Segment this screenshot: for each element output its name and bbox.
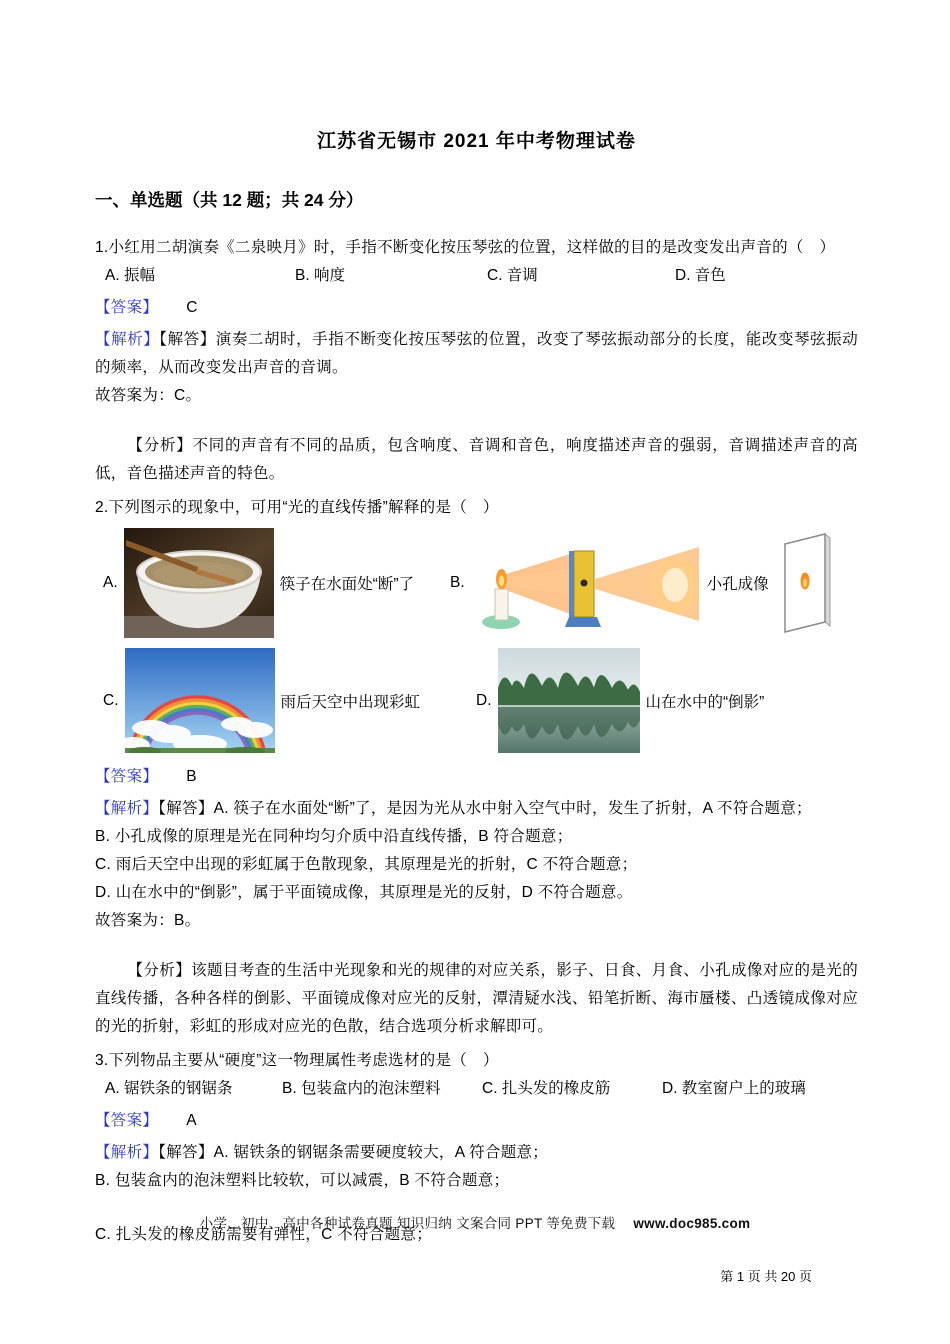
q2-figures-row-1 (95, 528, 858, 638)
section-header: 一、单选题（共 12 题；共 24 分） (95, 190, 364, 210)
q3-option-b: B. 包装盒内的泡沫塑料 (282, 1080, 441, 1097)
q2-analysis: 【分析】该题目考查的生活中光现象和光的规律的对应关系，影子、日食、月食、小孔成像对应的是光的直线传播，各种各样的倒影、平面镜成像对应光的反射，潭清疑水浅、铅笔折断、海市蜃楼、凸透镜成像对应的光的折射，彩虹的形成对应光的色散，结合选项分析求解即可。 (95, 962, 858, 1035)
q1-analysis: 【分析】不同的声音有不同的品质，包含响度、音调和音色，响度描述声音的强弱，音调描述声音的高低，音色描述声音的特色。 (95, 437, 858, 482)
q3-explanation-line-a (95, 1139, 858, 1167)
q2-jieda-text: 【解答】A. 筷子在水面处“断”了，是因为光从水中射入空气中时，发生了折射，A 不符合题意； (158, 800, 812, 817)
figure-pinhole-imaging-image (471, 531, 701, 636)
q1-explanation (95, 326, 858, 382)
figure-pinhole-screen-image (775, 528, 831, 638)
q2-figure-c-label: C. (103, 691, 119, 709)
q2-explanation-line-c: C. 雨后天空中出现的彩虹属于色散现象，其原理是光的折射，C 不符合题意； (95, 856, 638, 873)
q2-figure-c-caption: 雨后天空中出现彩虹 (280, 693, 421, 711)
q2-answer-value: B (186, 768, 197, 785)
q3-explanation-line-b: B. 包装盒内的泡沫塑料比较软，可以减震，B 不符合题意； (95, 1172, 510, 1189)
q2-figure-b-label: B. (449, 574, 465, 591)
q3-option-a: A. 锯铁条的钢锯条 (105, 1080, 233, 1097)
q2-figure-d-label: D. (476, 691, 492, 709)
q2-figure-a-caption: 筷子在水面处“断”了 (279, 576, 414, 593)
q2-figures (95, 528, 858, 753)
q1-option-d: D. 音色 (675, 267, 726, 284)
q2-explanation-line-d: D. 山在水中的“倒影”，属于平面镜成像，其原理是光的反射，D 不符合题意。 (95, 884, 633, 901)
footer-watermark (0, 1212, 950, 1232)
q2-explanation-line-b: B. 小孔成像的原理是光在同种均匀介质中沿直线传播，B 符合题意； (95, 828, 573, 845)
q3-options-row (95, 1075, 858, 1103)
q3-stem: 3.下列物品主要从“硬度”这一物理属性考虑选材的是（ ） (95, 1052, 499, 1069)
page-number: 第 1 页 共 20 页 (720, 1269, 812, 1284)
q2-stem: 2.下列图示的现象中，可用“光的直线传播”解释的是（ ） (95, 499, 499, 516)
q2-figure-a-label: A. (103, 574, 118, 591)
q2-conclusion: 故答案为：B。 (95, 912, 201, 929)
figure-mountain-reflection-image (498, 648, 640, 753)
q1-answer-value: C (186, 299, 198, 316)
q2-figures-row-2 (95, 648, 858, 753)
figure-rainbow-image (125, 648, 275, 753)
q1-conclusion: 故答案为：C。 (95, 387, 202, 404)
answer-label: 【答案】 (95, 768, 159, 785)
q3-option-c: C. 扎头发的橡皮筋 (482, 1080, 611, 1097)
q3-answer-row (95, 1107, 858, 1135)
page-title: 江苏省无锡市 2021 年中考物理试卷 (317, 131, 636, 152)
q3-jieda-text: 【解答】A. 锯铁条的钢锯条需要硬度较大，A 符合题意； (158, 1144, 549, 1161)
q1-option-a: A. 振幅 (105, 267, 155, 284)
answer-label: 【答案】 (95, 1112, 159, 1129)
figure-chopstick-bowl-image (124, 528, 274, 638)
jiexi-label: 【解析】 (95, 800, 159, 817)
q3-explanation-line-c: C. 扎头发的橡皮筋需要有弹性，C 不符合题意； (95, 1226, 433, 1243)
q3-option-d: D. 教室窗户上的玻璃 (662, 1080, 806, 1097)
q2-figure-d-caption: 山在水中的“倒影” (645, 693, 765, 711)
q1-stem: 1.小红用二胡演奏《二泉映月》时，手指不断变化按压琴弦的位置，这样做的目的是改变发出声音的（ ） (95, 239, 836, 256)
q3-answer-value: A (186, 1112, 197, 1129)
footer-site-url: www.doc985.com (633, 1216, 751, 1231)
q1-answer-row (95, 294, 858, 322)
q1-option-c: C. 音调 (487, 267, 538, 284)
q1-jieda-text: 【解答】演奏二胡时，手指不断变化按压琴弦的位置，改变了琴弦振动部分的长度，能改变琴弦振动的频率，从而改变发出声音的音调。 (95, 331, 859, 376)
jiexi-label: 【解析】 (95, 331, 160, 348)
q2-figure-b-caption: 小孔成像 (706, 576, 769, 593)
q2-answer-row (95, 763, 858, 791)
footer-promo-text: 小学、初中、高中各种试卷真题 知识归纳 文案合同 PPT 等免费下载 (199, 1216, 616, 1231)
q2-explanation-line-a (95, 795, 858, 823)
answer-label: 【答案】 (95, 299, 159, 316)
q1-options-row (95, 262, 858, 290)
jiexi-label: 【解析】 (95, 1144, 159, 1161)
q1-option-b: B. 响度 (295, 267, 345, 284)
